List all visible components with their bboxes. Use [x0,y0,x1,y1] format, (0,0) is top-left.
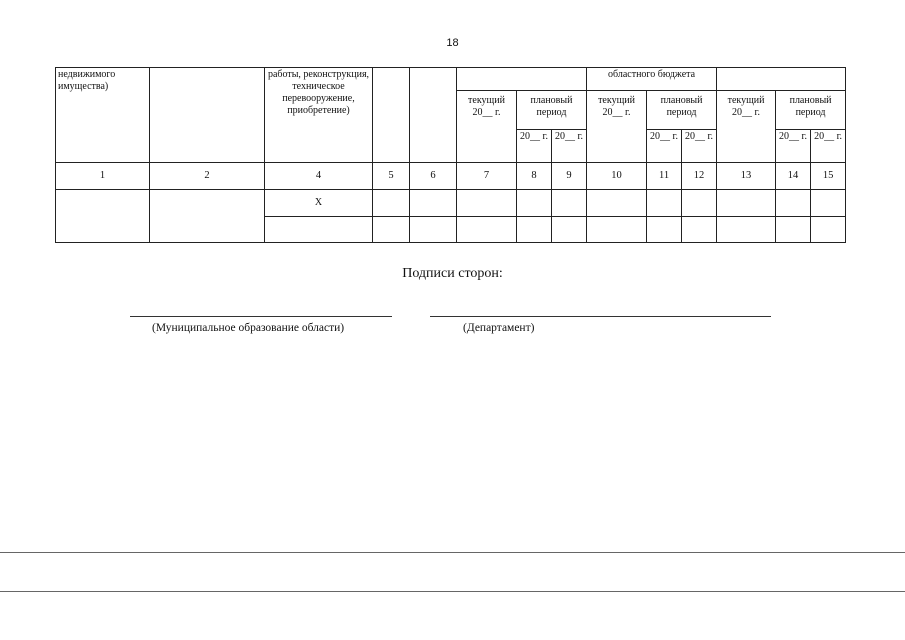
table-cell [265,217,373,243]
header-planning-period-1: плановый период [517,91,587,130]
table-cell [647,190,682,217]
table-cell [410,190,457,217]
column-number: 8 [517,163,552,190]
table-cell [517,217,552,243]
signature-label-right: (Департамент) [463,322,535,334]
header-year-cell: 20__ г. [682,130,717,163]
table-cell [811,217,846,243]
signature-line-right [430,316,771,317]
table-cell [150,190,265,243]
signature-label-left: (Муниципальное образование области) [152,322,345,334]
header-budget-group-3 [717,68,846,91]
header-regional-budget: областного бюджета [587,68,717,91]
column-number: 4 [265,163,373,190]
header-year-cell: 20__ г. [517,130,552,163]
header-year-cell: 20__ г. [552,130,587,163]
table-cell [373,190,410,217]
header-current-year-2: текущий 20__ г. [587,91,647,163]
signature-line-left [130,316,392,317]
column-number: 11 [647,163,682,190]
table-cell [56,190,150,243]
table-cell [552,190,587,217]
header-current-year-3: текущий 20__ г. [717,91,776,163]
table-cell [457,217,517,243]
header-col2 [150,68,265,163]
column-number: 5 [373,163,410,190]
column-number: 13 [717,163,776,190]
header-col5 [373,68,410,163]
header-year-cell: 20__ г. [776,130,811,163]
table-cell [717,190,776,217]
column-number: 9 [552,163,587,190]
header-works: работы, реконструкция, техническое перевооружение, приобретение) [265,68,373,163]
header-current-year-1: текущий 20__ г. [457,91,517,163]
column-number: 14 [776,163,811,190]
column-number: 6 [410,163,457,190]
column-number: 1 [56,163,150,190]
table-cell [587,217,647,243]
page-number: 18 [446,37,459,49]
header-property: недвижимого имущества) [56,68,150,163]
header-planning-period-2: плановый период [647,91,717,130]
table-cell [776,190,811,217]
data-table [55,67,846,243]
table-cell [647,217,682,243]
column-number: 2 [150,163,265,190]
header-budget-group-1 [457,68,587,91]
column-number: 12 [682,163,717,190]
signatures-title: Подписи сторон: [402,266,503,281]
mark-x: Х [265,190,373,217]
scan-line-bottom [0,591,905,592]
column-number: 7 [457,163,517,190]
table-cell [587,190,647,217]
header-planning-period-3: плановый период [776,91,846,130]
table-cell [682,190,717,217]
table-cell [682,217,717,243]
header-col6 [410,68,457,163]
header-year-cell: 20__ г. [647,130,682,163]
table-cell [517,190,552,217]
table-cell [717,217,776,243]
column-number: 10 [587,163,647,190]
table-cell [776,217,811,243]
table-cell [457,190,517,217]
table-cell [410,217,457,243]
table-cell [811,190,846,217]
table-cell [373,217,410,243]
column-number: 15 [811,163,846,190]
header-year-cell: 20__ г. [811,130,846,163]
scan-line-top [0,552,905,553]
table-cell [552,217,587,243]
